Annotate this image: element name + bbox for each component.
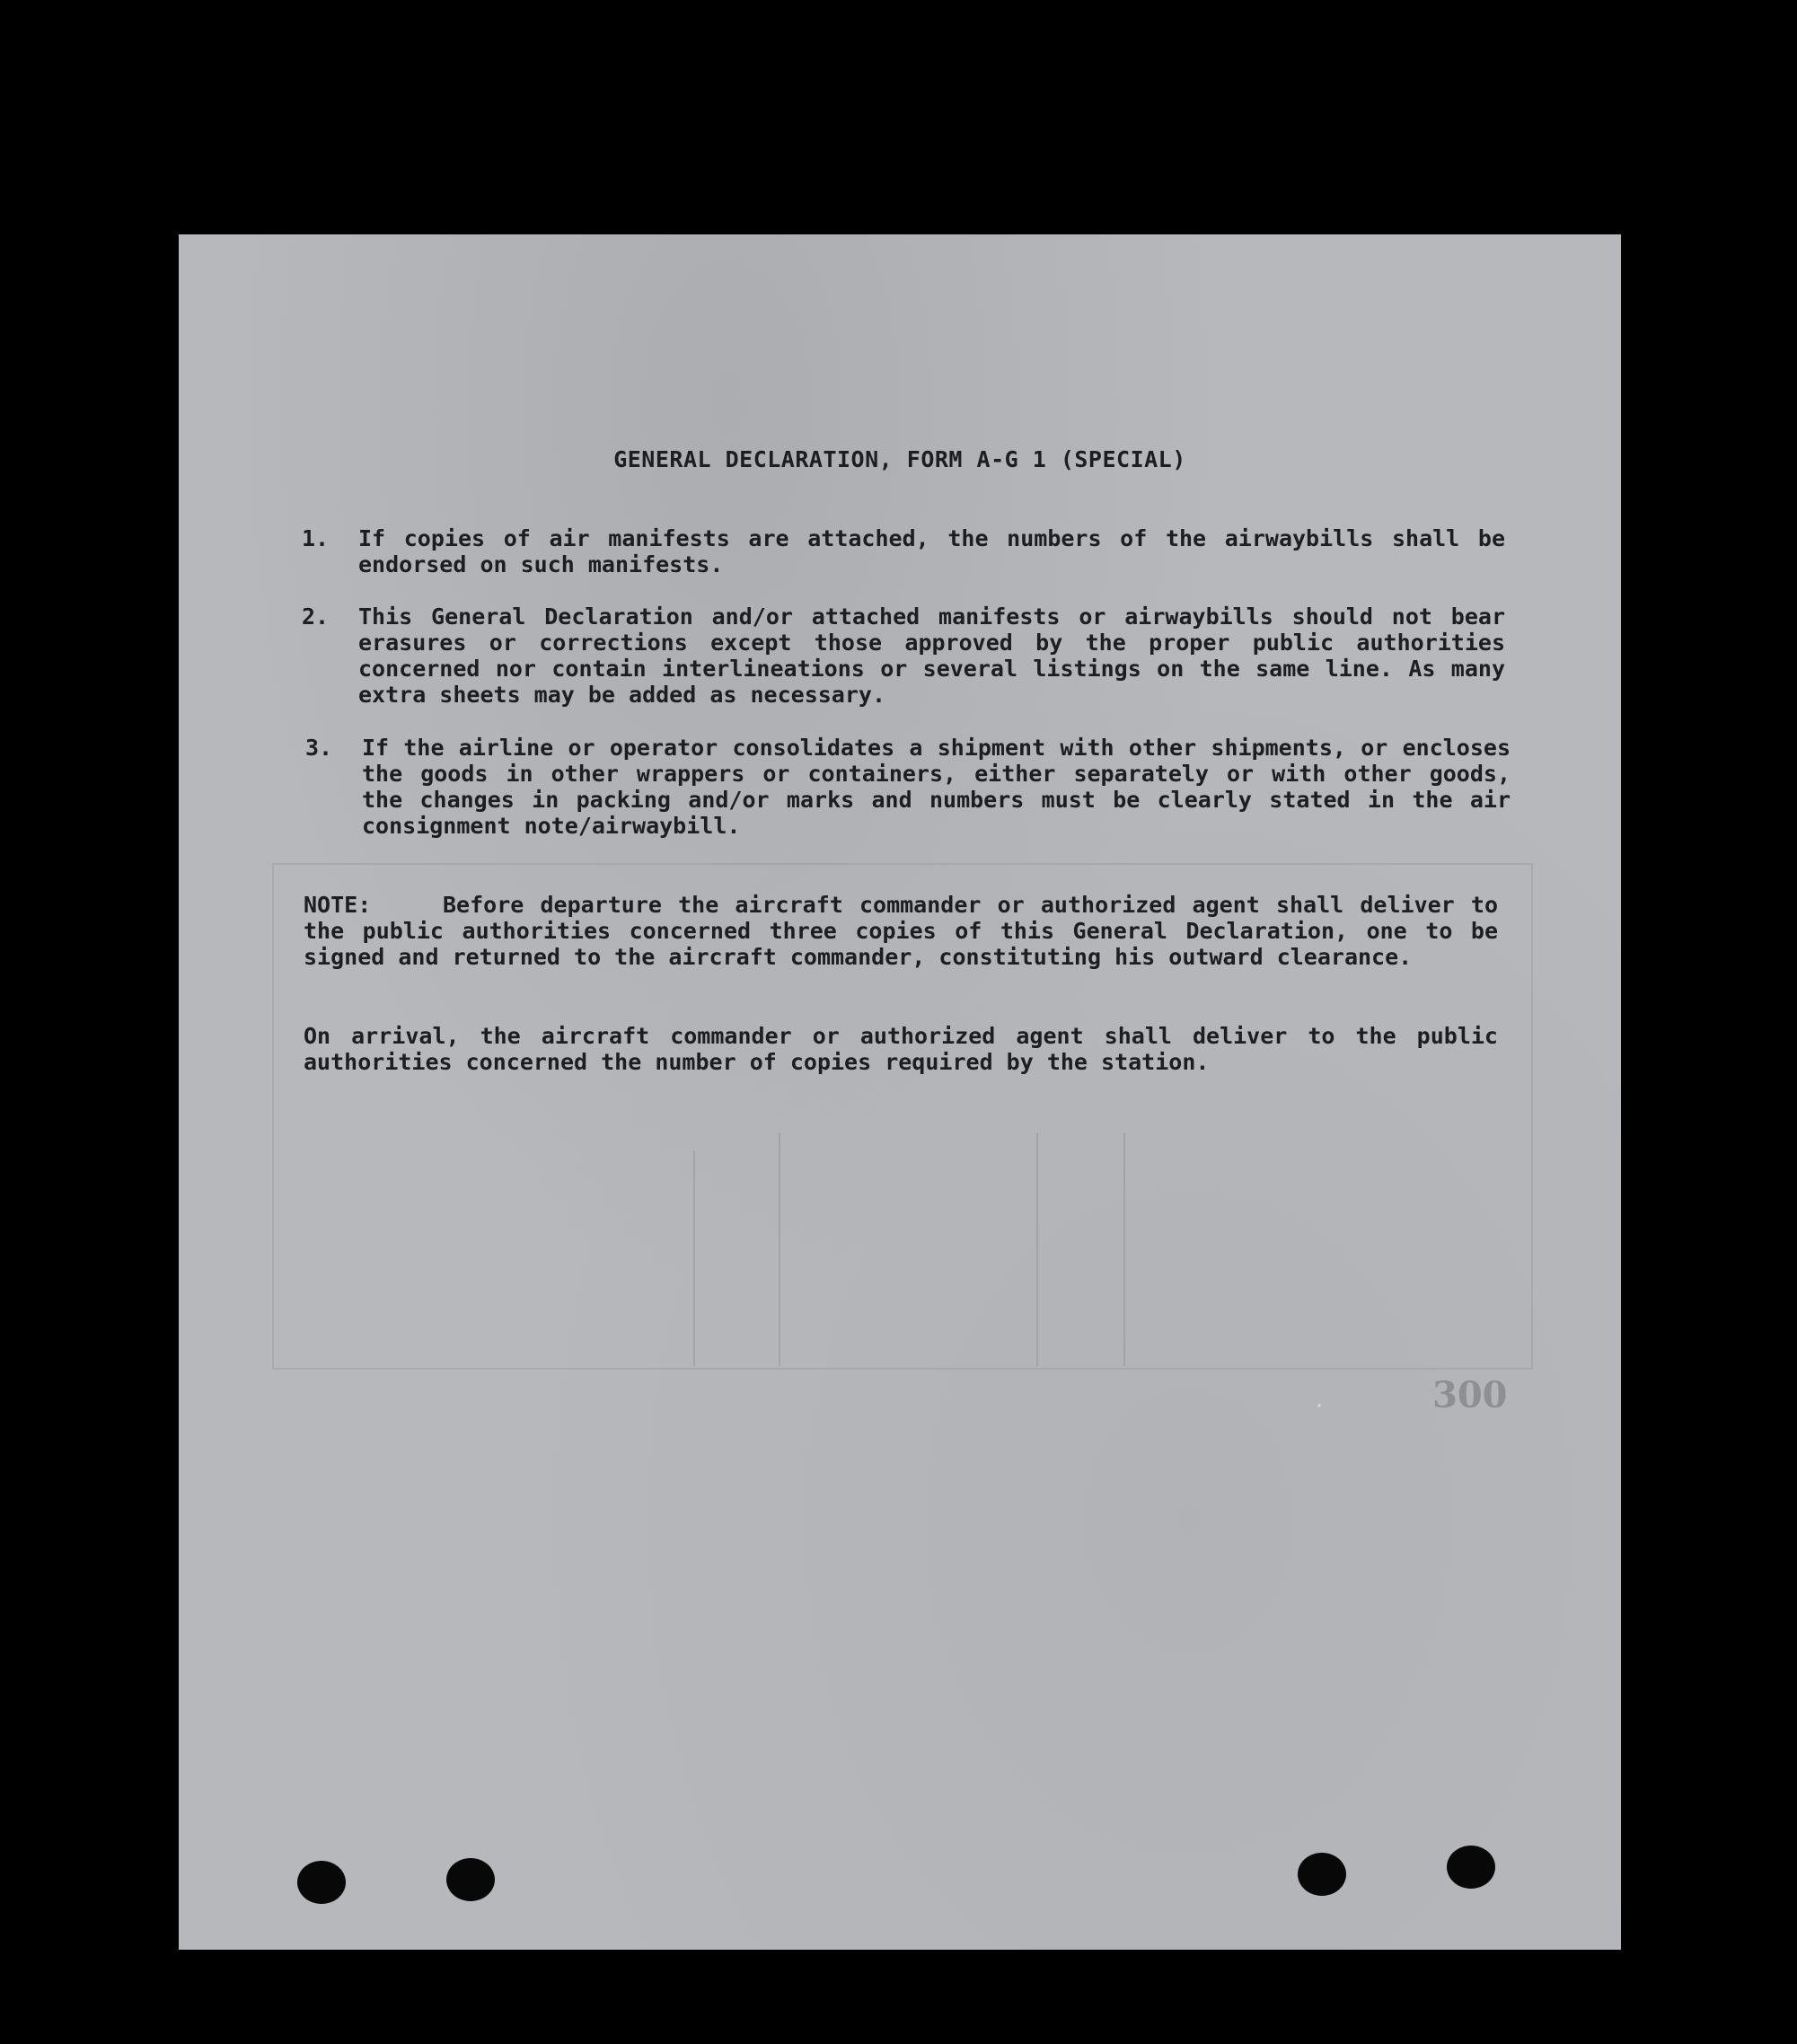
list-item-text: This General Declaration and/or attached manifests or airwaybills should not bear erasures or corrections except those approved by the proper public authorities concerned nor contain interlineations or several listings on the same line. As many extra sheets may be added as necessary. <box>358 604 1505 708</box>
list-item <box>305 735 1511 842</box>
list-item-number: 2. <box>302 604 330 630</box>
punch-hole <box>1447 1846 1495 1889</box>
punch-hole <box>446 1858 495 1901</box>
arrival-paragraph <box>304 1023 1498 1075</box>
page-number-mark: 300 <box>1432 1374 1508 1416</box>
punch-hole <box>1298 1853 1346 1896</box>
list-item-text: If the airline or operator consolidates a shipment with other shipments, or encloses the goods in other wrappers or containers, either separately or with other goods, the changes in packing and/or marks and numbers must be clearly stated in the air consignment note/airwaybill. <box>362 735 1511 839</box>
note-paragraph <box>304 892 1498 970</box>
note-label: NOTE: <box>304 892 372 918</box>
list-item-number: 1. <box>302 525 330 551</box>
document-page <box>179 234 1621 1950</box>
note-text: Before departure the aircraft commander or authorized agent shall deliver to the public authorities concerned three copies of this General Declaration, one to be signed and returned to the aircraft commander, constituting his outward clearance. <box>304 892 1498 970</box>
list-item-text: If copies of air manifests are attached, the numbers of the airwaybills shall be endorsed on such manifests. <box>358 525 1505 577</box>
list-item-number: 3. <box>305 735 333 761</box>
list-item <box>302 604 1505 711</box>
punch-hole <box>297 1861 346 1904</box>
list-item <box>302 525 1505 579</box>
document-body <box>179 234 1621 1950</box>
page-title: GENERAL DECLARATION, FORM A-G 1 (SPECIAL) <box>613 446 1186 472</box>
arrival-text: On arrival, the aircraft commander or authorized agent shall deliver to the public authorities concerned the number of copies required by the station. <box>304 1023 1498 1075</box>
